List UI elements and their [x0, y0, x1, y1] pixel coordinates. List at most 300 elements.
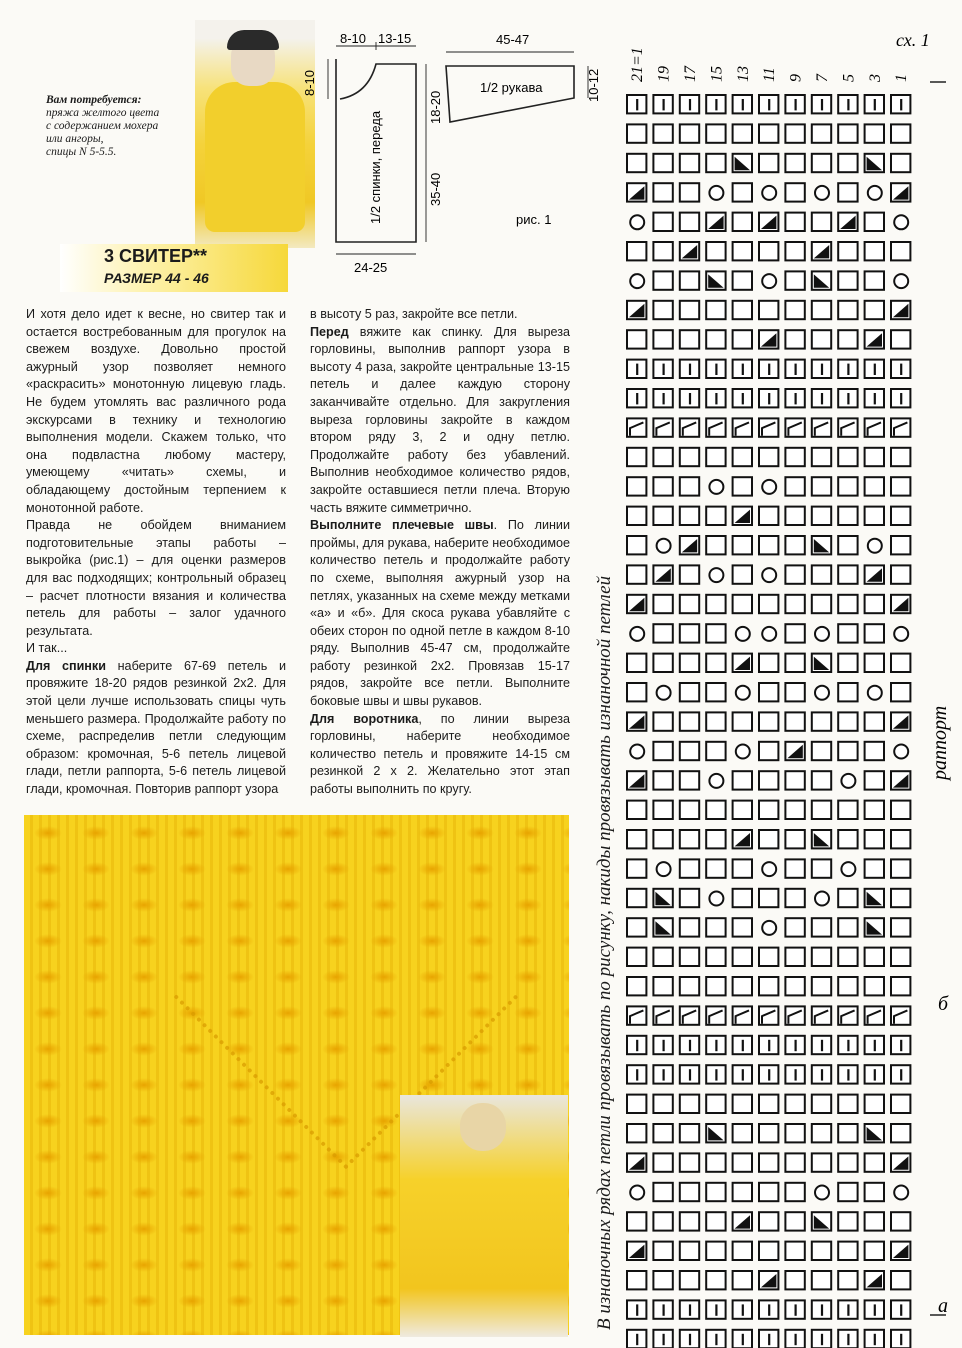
- column-number: 1: [893, 74, 911, 82]
- chart-cell: [865, 1153, 884, 1171]
- column-number: 15: [708, 66, 726, 82]
- chart-cell: [733, 1271, 752, 1289]
- chart-cell: [785, 330, 804, 348]
- model-head: [460, 1103, 506, 1151]
- chart-cell: [733, 1095, 752, 1113]
- dim-bottom: 24-25: [354, 260, 388, 275]
- chart-cell: [759, 977, 778, 995]
- materials-line: или ангоры,: [46, 133, 104, 145]
- chart-cell: [838, 654, 857, 672]
- chart-cell: [785, 183, 804, 201]
- chart-cell: [785, 1095, 804, 1113]
- chart-cell: [680, 859, 699, 877]
- chart-cell: [733, 1183, 752, 1201]
- body-label: 1/2 спинки, переда: [368, 110, 383, 224]
- dim-side: 35-40: [428, 172, 443, 206]
- chart-cell: [865, 1242, 884, 1260]
- chart-cell: [680, 330, 699, 348]
- chart-cell: [653, 1095, 672, 1113]
- chart-cell: [759, 154, 778, 172]
- chart-cell: [680, 124, 699, 142]
- chart-cell: [759, 1095, 778, 1113]
- chart-cell: [812, 771, 831, 789]
- chart-cell: [653, 1271, 672, 1289]
- chart-cell: [759, 1212, 778, 1230]
- chart-cell: [680, 154, 699, 172]
- chart-cell: [733, 448, 752, 466]
- materials-line: с содержанием мохера: [46, 120, 159, 132]
- yarn-over-symbol: [815, 186, 829, 200]
- chart-cell: [653, 1124, 672, 1142]
- chart-cell: [838, 330, 857, 348]
- chart-cell: [838, 183, 857, 201]
- chart-cell: [865, 448, 884, 466]
- chart-cell: [733, 183, 752, 201]
- chart-cell: [891, 830, 910, 848]
- chart-cell: [627, 242, 646, 260]
- chart-cell: [865, 654, 884, 672]
- chart-cell: [759, 742, 778, 760]
- chart-cell: [653, 154, 672, 172]
- chart-cell: [706, 801, 725, 819]
- materials-line: пряжа желтого цвета: [46, 107, 160, 119]
- chart-cell: [865, 948, 884, 966]
- chart-cell: [706, 1095, 725, 1113]
- chart-cell: [680, 183, 699, 201]
- chart-cell: [733, 477, 752, 495]
- materials-block: [46, 94, 196, 159]
- yarn-over-symbol: [709, 568, 723, 582]
- chart-cell: [759, 889, 778, 907]
- paragraph: в высоту 5 раз, закройте все петли.: [310, 307, 518, 321]
- yarn-over-symbol: [894, 274, 908, 288]
- chart-cell: [680, 830, 699, 848]
- chart-cell: [706, 507, 725, 525]
- chart-cell: [838, 1095, 857, 1113]
- chart-cell: [627, 1095, 646, 1113]
- chart-cell: [812, 448, 831, 466]
- chart-cell: [680, 1124, 699, 1142]
- chart-cell: [785, 948, 804, 966]
- chart-cell: [627, 565, 646, 583]
- chart-cell: [865, 1095, 884, 1113]
- chart-cell: [653, 477, 672, 495]
- yarn-over-symbol: [709, 892, 723, 906]
- chart-cell: [733, 1242, 752, 1260]
- chart-cell: [812, 565, 831, 583]
- chart-cell: [759, 1153, 778, 1171]
- yarn-over-symbol: [815, 686, 829, 700]
- paragraph-text: наберите 67-69 петель и провяжите 18-20 рядов резинкой 2х2. Для этой цели лучше использовать спицы чуть меньшего размера. Продолжайте работу по схеме, распределив петли следующим образом: кромочная, 5-6 петель лицевой глади, петли раппорта, 5-6 петель лицевой глади, кромочная. Повторив раппорт узора: [26, 658, 286, 797]
- chart-cell: [891, 448, 910, 466]
- chart-cell: [891, 536, 910, 554]
- chart-cell: [759, 830, 778, 848]
- chart-cell: [733, 948, 752, 966]
- chart-cell: [838, 271, 857, 289]
- yarn-over-symbol: [841, 862, 855, 876]
- chart-cell: [838, 889, 857, 907]
- dim-sleeve-height: 10-12: [586, 68, 601, 102]
- chart-cell: [733, 242, 752, 260]
- yarn-over-symbol: [894, 745, 908, 759]
- chart-cell: [706, 536, 725, 554]
- chart-cell: [891, 654, 910, 672]
- chart-cell: [653, 242, 672, 260]
- chart-cell: [812, 1242, 831, 1260]
- paragraph: [310, 324, 570, 518]
- chart-cell: [891, 242, 910, 260]
- dim-shoulder-width: 13-15: [378, 31, 412, 46]
- chart-cell: [733, 301, 752, 319]
- chart-cell: [891, 683, 910, 701]
- chart-cell: [706, 859, 725, 877]
- paragraph: И так...: [26, 641, 68, 656]
- chart-cell: [733, 977, 752, 995]
- paragraph-text: . По линии проймы, для рукава, наберите необходимое количество петель и продолжайте работу по схеме, выполняя ажурный узор на петлях, указанных на схеме между метками «а» и «б». Для скоса рукава убавляйте с обеих сторон по одной петле в каждом 8-10 ряду. Выполнив 45-47 см, продолжайте работу резинкой 2х2. Провязав 15-17 рядов, закройте все петли. Выполните боковые швы и швы рукавов.: [310, 518, 570, 709]
- chart-cell: [680, 1153, 699, 1171]
- chart-cell: [865, 624, 884, 642]
- paragraph: И хотя дело идет к весне, но свитер так и остается востребованным для прогулок на свежем воздухе. Довольно простой ажурный узор позволяет немного «раскрасить» монотонную лицевую гладь. Не будем утомлять вас различного рода экскурсами в технику и технологию выполнения модели. Скажем только, что она подвластна любому мастеру, умеющему «читать» схемы, и обладающему достойным терпением к монотонной работе.: [26, 307, 286, 515]
- chart-cell: [759, 507, 778, 525]
- chart-cell: [838, 1124, 857, 1142]
- yarn-over-symbol: [630, 745, 644, 759]
- chart-cell: [759, 1242, 778, 1260]
- chart-cell: [627, 124, 646, 142]
- chart-cell: [653, 183, 672, 201]
- column-number: 7: [814, 74, 831, 82]
- chart-cell: [733, 712, 752, 730]
- chart-cell: [680, 301, 699, 319]
- paragraph: [310, 517, 570, 711]
- chart-cell: [812, 1095, 831, 1113]
- chart-cell: [653, 654, 672, 672]
- chart-cell: [653, 124, 672, 142]
- chart-cell: [653, 301, 672, 319]
- chart-cell: [812, 859, 831, 877]
- chart-cell: [653, 948, 672, 966]
- chart-cell: [706, 742, 725, 760]
- pattern-schematic: [298, 24, 601, 284]
- chart-cell: [759, 712, 778, 730]
- dim-armhole: 18-20: [428, 90, 443, 124]
- chart-cell: [627, 948, 646, 966]
- yarn-over-symbol: [762, 186, 776, 200]
- chart-cell: [680, 712, 699, 730]
- chart-cell: [680, 1242, 699, 1260]
- chart-cell: [785, 1183, 804, 1201]
- chart-cell: [838, 477, 857, 495]
- scheme-label: сх. 1: [896, 30, 930, 50]
- chart-cell: [627, 889, 646, 907]
- chart-cell: [812, 477, 831, 495]
- chart-cell: [838, 742, 857, 760]
- model-back-photo: [400, 1095, 568, 1337]
- chart-cell: [838, 830, 857, 848]
- chart-cell: [838, 918, 857, 936]
- chart-cell: [891, 889, 910, 907]
- chart-cell: [653, 830, 672, 848]
- chart-cell: [785, 565, 804, 583]
- column-number: 11: [761, 67, 779, 82]
- materials-heading: Вам потребуется:: [46, 94, 142, 106]
- chart-cell: [706, 301, 725, 319]
- chart-cell: [733, 1153, 752, 1171]
- chart-cell: [865, 271, 884, 289]
- chart-cell: [706, 683, 725, 701]
- chart-cell: [812, 977, 831, 995]
- chart-cell: [865, 830, 884, 848]
- chart-cell: [838, 301, 857, 319]
- yarn-over-symbol: [762, 274, 776, 288]
- chart-cell: [785, 918, 804, 936]
- chart-cell: [653, 271, 672, 289]
- dim-neck-depth: 8-10: [302, 69, 317, 96]
- column-number: 21=1: [629, 47, 647, 82]
- chart-cell: [759, 948, 778, 966]
- chart-cell: [627, 859, 646, 877]
- chart-cell: [785, 213, 804, 231]
- chart-cell: [759, 124, 778, 142]
- yarn-over-symbol: [894, 215, 908, 229]
- chart-cell: [785, 977, 804, 995]
- chart-cell: [891, 124, 910, 142]
- chart-cell: [653, 595, 672, 613]
- chart-cell: [838, 683, 857, 701]
- yarn-over-symbol: [736, 627, 750, 641]
- chart-cell: [627, 448, 646, 466]
- chart-cell: [706, 448, 725, 466]
- chart-cell: [891, 154, 910, 172]
- yarn-over-symbol: [762, 862, 776, 876]
- chart-cell: [838, 1183, 857, 1201]
- yarn-over-symbol: [762, 921, 776, 935]
- chart-cell: [706, 918, 725, 936]
- chart-cell: [759, 595, 778, 613]
- yarn-over-symbol: [630, 274, 644, 288]
- yarn-over-symbol: [868, 686, 882, 700]
- chart-cell: [785, 477, 804, 495]
- chart-cell: [759, 301, 778, 319]
- chart-cell: [680, 1095, 699, 1113]
- chart-cell: [838, 977, 857, 995]
- yarn-over-symbol: [762, 568, 776, 582]
- chart-cell: [865, 213, 884, 231]
- chart-cell: [785, 301, 804, 319]
- chart-cell: [838, 448, 857, 466]
- chart-cell: [680, 948, 699, 966]
- chart-cell: [812, 1271, 831, 1289]
- yarn-over-symbol: [815, 627, 829, 641]
- column-numbers: [629, 47, 910, 83]
- chart-cell: [653, 1242, 672, 1260]
- article-title: 3 СВИТЕР**: [104, 246, 207, 266]
- chart-cell: [706, 712, 725, 730]
- paragraph: Правда не обойдем вниманием подготовительные этапы работы – выкройка (рис.1) – для оценки размеров для вас подходящих; контрольный образец – расчет плотности вязания и количества петель для работы – залог удачного результата.: [26, 518, 286, 638]
- chart-cell: [706, 124, 725, 142]
- chart-cell: [627, 918, 646, 936]
- yarn-over-symbol: [709, 774, 723, 788]
- chart-cell: [891, 948, 910, 966]
- chart-cell: [759, 448, 778, 466]
- yarn-over-symbol: [657, 539, 671, 553]
- chart-cell: [759, 1183, 778, 1201]
- chart-cell: [680, 448, 699, 466]
- marker-b: б: [938, 993, 949, 1015]
- chart-cell: [891, 801, 910, 819]
- column-number: 19: [655, 66, 673, 82]
- chart-cell: [706, 624, 725, 642]
- chart-cell: [785, 1242, 804, 1260]
- column-number: 9: [787, 74, 805, 82]
- chart-cell: [891, 477, 910, 495]
- chart-cell: [653, 742, 672, 760]
- chart-cell: [680, 977, 699, 995]
- chart-cell: [627, 830, 646, 848]
- section-heading: Выполните плечевые швы: [310, 518, 494, 533]
- chart-cell: [891, 1095, 910, 1113]
- yarn-over-symbol: [657, 686, 671, 700]
- chart-cell: [785, 889, 804, 907]
- chart-cell: [785, 624, 804, 642]
- chart-cell: [627, 507, 646, 525]
- chart-cell: [838, 1271, 857, 1289]
- chart-cell: [785, 536, 804, 554]
- chart-cell: [891, 1124, 910, 1142]
- yarn-over-symbol: [868, 539, 882, 553]
- paragraph-text: , по линии выреза горловины, наберите необходимое количество петель и провяжите 14-15 см резинкой 2 х 2. Желательно этот этап работы выполнить по кругу.: [310, 711, 571, 797]
- dim-neck-width: 8-10: [340, 31, 367, 46]
- chart-cell: [706, 654, 725, 672]
- chart-cell: [865, 977, 884, 995]
- chart-cell: [627, 1124, 646, 1142]
- cap-shape: [227, 30, 279, 50]
- column-number: 17: [682, 66, 699, 82]
- size-label: РАЗМЕР 44 - 46: [104, 270, 209, 286]
- chart-cell: [785, 1153, 804, 1171]
- chart-cell: [838, 565, 857, 583]
- yarn-over-symbol: [736, 745, 750, 759]
- chart-cell: [785, 242, 804, 260]
- chart-cell: [785, 1271, 804, 1289]
- rapport-label: раппорт: [929, 705, 951, 780]
- side-note: В изнаночных рядах петли провязывать по рисунку, накиды провязывать изнаночной петлей: [594, 575, 615, 1330]
- chart-cells: [627, 95, 910, 1348]
- chart-cell: [838, 948, 857, 966]
- chart-cell: [785, 507, 804, 525]
- chart-cell: [838, 1242, 857, 1260]
- chart-cell: [865, 742, 884, 760]
- chart-cell: [812, 507, 831, 525]
- chart-cell: [627, 1271, 646, 1289]
- chart-cell: [706, 595, 725, 613]
- chart-cell: [706, 948, 725, 966]
- yarn-over-symbol: [762, 627, 776, 641]
- chart-cell: [706, 1183, 725, 1201]
- chart-cell: [680, 889, 699, 907]
- chart-cell: [891, 330, 910, 348]
- chart-cell: [653, 712, 672, 730]
- chart-cell: [838, 1153, 857, 1171]
- chart-cell: [812, 1153, 831, 1171]
- chart-cell: [785, 124, 804, 142]
- chart-cell: [785, 448, 804, 466]
- chart-cell: [785, 801, 804, 819]
- chart-cell: [733, 918, 752, 936]
- chart-cell: [865, 801, 884, 819]
- chart-cell: [865, 712, 884, 730]
- chart-cell: [838, 801, 857, 819]
- chart-cell: [865, 1212, 884, 1230]
- chart-cell: [838, 624, 857, 642]
- paragraph-text: вяжите как спинку. Для выреза горловины, выполнив раппорт узора в высоту 4 раза, закройте центральные 13-15 петель и далее каждую сторону заканчивайте отдельно. Для закругления выреза горловины закройте в каждом втором ряду 3, 2 и одну петлю. Продолжайте работу без убавлений. Выполнив необходимое количество рядов, закройте оставшиеся петли плеча. Вторую часть вяжите симметрично.: [310, 324, 570, 515]
- chart-cell: [785, 859, 804, 877]
- yarn-over-symbol: [815, 1186, 829, 1200]
- chart-cell: [865, 859, 884, 877]
- yarn-over-symbol: [894, 627, 908, 641]
- chart-cell: [865, 595, 884, 613]
- chart-cell: [706, 1271, 725, 1289]
- chart-cell: [680, 771, 699, 789]
- chart-cell: [733, 1124, 752, 1142]
- column-number: 13: [734, 66, 752, 82]
- chart-cell: [706, 242, 725, 260]
- chart-cell: [706, 154, 725, 172]
- chart-cell: [680, 213, 699, 231]
- chart-cell: [812, 301, 831, 319]
- chart-cell: [759, 242, 778, 260]
- chart-cell: [812, 801, 831, 819]
- text-column-1: [26, 306, 286, 799]
- chart-cell: [627, 977, 646, 995]
- chart-cell: [627, 654, 646, 672]
- chart-cell: [812, 742, 831, 760]
- knitting-chart: [600, 20, 962, 1348]
- text-column-2: [310, 306, 570, 799]
- chart-cell: [785, 654, 804, 672]
- yarn-over-symbol: [657, 862, 671, 876]
- yarn-over-symbol: [815, 892, 829, 906]
- chart-cell: [680, 477, 699, 495]
- chart-cell: [865, 301, 884, 319]
- chart-cell: [812, 918, 831, 936]
- chart-cell: [812, 213, 831, 231]
- chart-cell: [838, 1212, 857, 1230]
- yarn-over-symbol: [762, 480, 776, 494]
- chart-cell: [838, 124, 857, 142]
- chart-cell: [891, 859, 910, 877]
- chart-cell: [680, 1271, 699, 1289]
- chart-cell: [785, 1212, 804, 1230]
- section-heading: Перед: [310, 324, 349, 339]
- chart-cell: [785, 683, 804, 701]
- chart-cell: [627, 154, 646, 172]
- chart-cell: [733, 801, 752, 819]
- chart-cell: [759, 771, 778, 789]
- chart-cell: [812, 154, 831, 172]
- chart-cell: [733, 330, 752, 348]
- chart-cell: [680, 918, 699, 936]
- chart-cell: [838, 154, 857, 172]
- chart-cell: [733, 536, 752, 554]
- chart-cell: [785, 771, 804, 789]
- chart-cell: [627, 330, 646, 348]
- chart-cell: [653, 448, 672, 466]
- chart-cell: [627, 477, 646, 495]
- chart-cell: [733, 271, 752, 289]
- section-heading: Для воротника: [310, 711, 419, 726]
- chart-cell: [785, 595, 804, 613]
- chart-cell: [785, 712, 804, 730]
